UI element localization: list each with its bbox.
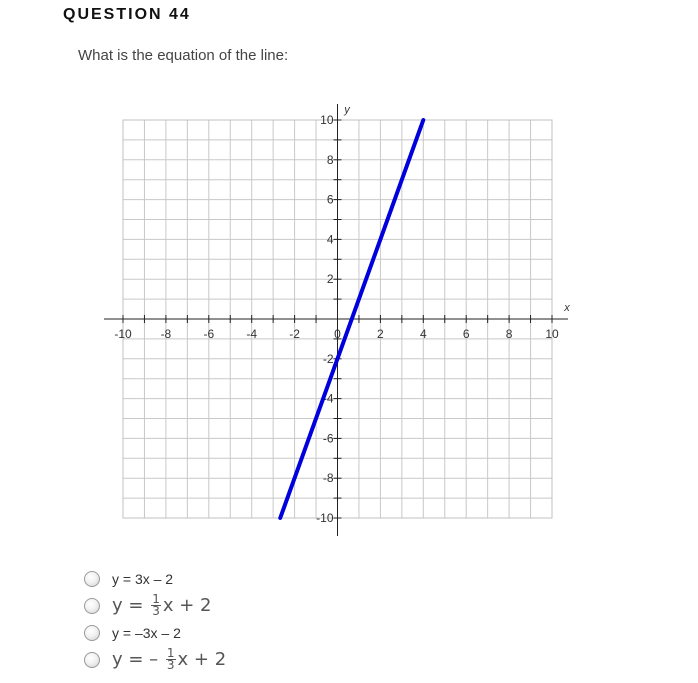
question-title: QUESTION 44 [63,6,191,23]
option-1-label: y = 3x – 2 [112,570,174,587]
y-tick-label: 2 [326,272,334,287]
option-2[interactable] [84,592,226,619]
y-tick-label: -8 [322,471,334,486]
y-tick-label: 10 [320,113,334,127]
option-2-numerator: 1 [152,592,160,606]
x-tick-label: -4 [246,327,258,341]
option-3[interactable] [84,619,226,646]
y-tick-label: -4 [322,391,334,406]
option-1-radio[interactable] [84,571,100,587]
option-3-radio[interactable] [84,625,100,641]
x-tick-label: -8 [160,327,172,341]
x-tick-label: 8 [505,327,513,341]
y-tick-label: 4 [326,232,334,247]
option-2-lhs: y = [112,595,150,616]
option-3-label: y = –3x – 2 [112,624,181,641]
option-1[interactable] [84,565,226,592]
x-tick-label: 2 [377,327,384,341]
option-4-numerator: 1 [166,646,175,660]
y-tick-label: 8 [326,152,334,167]
option-4-denominator: 3 [166,658,175,672]
option-4-label [112,648,226,671]
x-axis-label: x [564,302,570,314]
option-2-rhs: x + 2 [162,595,212,616]
y-tick-label: -6 [322,431,334,446]
y-tick-label: -10 [316,511,334,525]
x-tick-label: 6 [462,327,470,341]
option-4[interactable] [84,646,226,673]
option-4-lhs: y = – [112,649,164,670]
x-tick-label: -6 [203,327,215,341]
option-4-rhs: x + 2 [177,649,227,670]
option-2-label [112,594,211,617]
x-tick-label: 4 [419,327,427,341]
x-tick-label: 0 [334,327,341,341]
y-axis-label: y [344,104,350,116]
option-2-denominator: 3 [152,604,160,618]
question-text: What is the equation of the line: [78,47,289,64]
y-tick-label: -2 [322,351,334,366]
x-tick-label: -10 [114,327,132,341]
x-tick-label: 10 [545,327,559,341]
option-4-fraction [166,648,176,671]
x-tick-label: -2 [289,327,300,341]
y-tick-label: 6 [326,192,334,207]
option-2-fraction [151,594,161,617]
option-2-radio[interactable] [84,598,100,614]
answer-options [84,565,226,673]
option-4-radio[interactable] [84,652,100,668]
